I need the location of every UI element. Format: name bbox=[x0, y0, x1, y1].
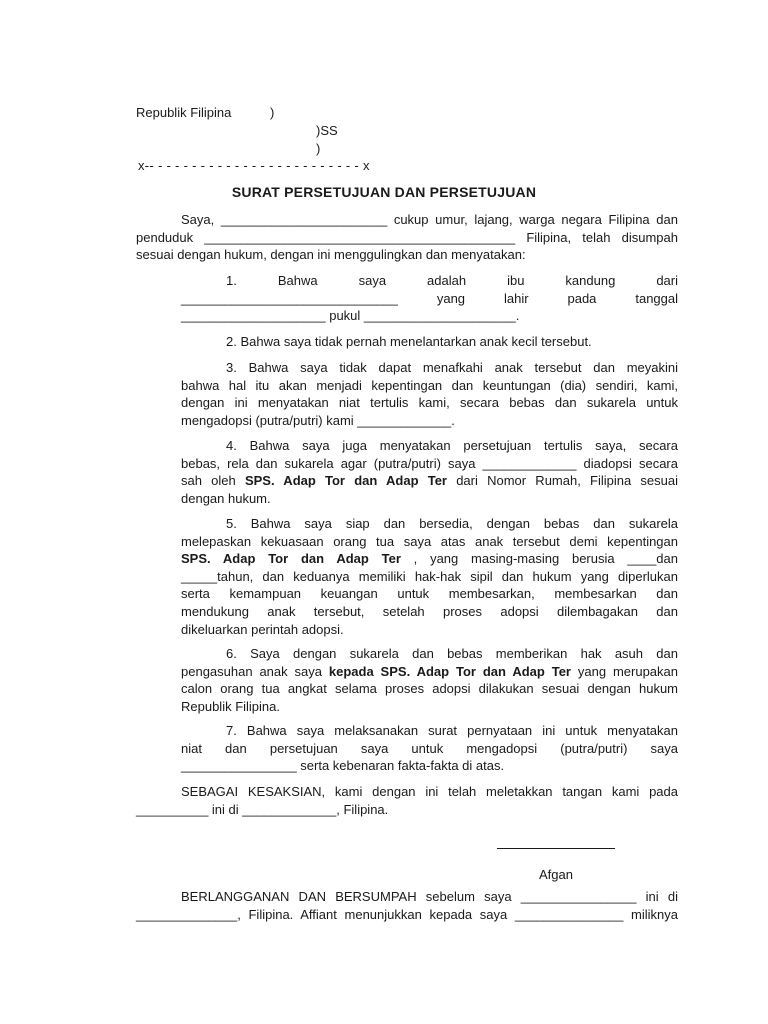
item-line: melepaskan kekuasaan orang tua saya atas anak tersebut demi kepentingan bbox=[181, 533, 678, 549]
adoptive-parents-name: SPS. Adap Tor dan Adap Ter bbox=[181, 551, 401, 567]
witness-paragraph bbox=[136, 783, 678, 818]
ss-label: )SS bbox=[316, 123, 338, 138]
item-line: 3. Bahwa saya tidak dapat menafkahi anak tersebut dan meyakini bbox=[226, 360, 678, 375]
item-line: 6. Saya dengan sukarela dan bebas memberikan hak asuh dan bbox=[226, 646, 678, 661]
item-line bbox=[181, 663, 678, 681]
item-text: yang merupakan bbox=[571, 663, 678, 679]
item-line bbox=[181, 550, 678, 568]
item-line bbox=[181, 472, 678, 490]
item-4 bbox=[181, 437, 678, 507]
signature-line bbox=[497, 848, 615, 849]
item-line: Republik Filipina. bbox=[181, 698, 280, 714]
item-3 bbox=[181, 359, 678, 429]
item-line: dengan hukum. bbox=[181, 490, 271, 506]
signatory-name: Afgan bbox=[539, 867, 573, 882]
item-line: 4. Bahwa saya juga menyatakan persetujuan tertulis saya, secara bbox=[226, 438, 678, 453]
item-2 bbox=[181, 333, 678, 351]
item-text: sah oleh bbox=[181, 473, 245, 489]
item-line: calon orang tua angkat selama proses adopsi dilakukan sesuai dengan hukum bbox=[181, 681, 678, 697]
item-line: ______________________________ yang lahir pada tanggal bbox=[181, 290, 678, 306]
venue-paren-2: ) bbox=[316, 141, 321, 156]
item-line: bebas, rela dan sukarela agar (putra/putri) saya _____________ diadopsi secara bbox=[181, 455, 678, 471]
item-5 bbox=[181, 515, 678, 638]
document-title: SURAT PERSETUJUAN DAN PERSETUJUAN bbox=[231, 184, 537, 200]
item-1 bbox=[181, 272, 678, 325]
oath-line: ______________, Filipina. Affiant menunjukkan kepada saya _______________ miliknya bbox=[136, 906, 678, 922]
item-line: ____________________ pukul _____________________. bbox=[181, 308, 520, 324]
item-line: 7. Bahwa saya melaksanakan surat pernyataan ini untuk menyatakan bbox=[226, 723, 678, 738]
item-line: mengadopsi (putra/putri) kami _____________. bbox=[181, 412, 455, 428]
adoptive-parents-name: SPS. Adap Tor dan Adap Ter bbox=[244, 473, 447, 489]
item-line: ________________ serta kebenaran fakta-fakta di atas. bbox=[181, 758, 505, 774]
item-7 bbox=[181, 722, 678, 775]
adoptive-parents-name: kepada SPS. Adap Tor dan Adap Ter bbox=[328, 663, 571, 679]
intro-line: Saya, _______________________ cukup umur, lajang, warga negara Filipina dan bbox=[181, 212, 678, 227]
item-line: 5. Bahwa saya siap dan bersedia, dengan bebas dan sukarela bbox=[226, 516, 678, 531]
intro-line: sesuai dengan hukum, dengan ini menggulingkan dan menyatakan: bbox=[136, 247, 526, 263]
item-line: _____tahun, dan keduanya memiliki hak-hak sipil dan hukum yang diperlukan bbox=[181, 568, 678, 584]
witness-line: __________ ini di _____________, Filipina. bbox=[136, 801, 389, 817]
intro-paragraph bbox=[136, 211, 678, 264]
item-6 bbox=[181, 645, 678, 715]
oath-paragraph bbox=[136, 888, 678, 923]
item-line: mendukung anak tersebut, setelah proses adopsi dilembagakan dan bbox=[181, 603, 678, 619]
item-text: dari Nomor Rumah, Filipina sesuai bbox=[447, 473, 678, 489]
venue-paren-1: ) bbox=[270, 105, 275, 120]
republic-label: Republik Filipina bbox=[136, 105, 232, 120]
item-line: serta kemampuan keuangan untuk membesarkan, membesarkan dan bbox=[181, 586, 678, 602]
witness-line: SEBAGAI KESAKSIAN, kami dengan ini telah meletakkan tangan kami pada bbox=[181, 784, 678, 799]
item-line: bahwa hal itu akan menjadi kepentingan dan keuntungan (dia) sendiri, kami, bbox=[181, 377, 678, 393]
header-separator: x-- - - - - - - - - - - - - - - - - - - - - - - - - x bbox=[138, 158, 370, 173]
item-text: pengasuhan anak saya bbox=[181, 663, 329, 679]
intro-line: penduduk ___________________________________________ Filipina, telah disumpah bbox=[136, 229, 678, 245]
item-line: dengan ini menyatakan niat tertulis kami, secara bebas dan sukarela untuk bbox=[181, 395, 678, 411]
item-text: , yang masing-masing berusia ____dan bbox=[400, 551, 678, 567]
item-line: dikeluarkan perintah adopsi. bbox=[181, 621, 344, 637]
item-line: niat dan persetujuan saya untuk mengadopsi (putra/putri) saya bbox=[181, 740, 678, 756]
oath-line: BERLANGGANAN DAN BERSUMPAH sebelum saya ________________ ini di bbox=[181, 889, 678, 904]
item-line: 1. Bahwa saya adalah ibu kandung dari bbox=[226, 273, 678, 288]
item-line: 2. Bahwa saya tidak pernah menelantarkan anak kecil tersebut. bbox=[226, 334, 592, 349]
